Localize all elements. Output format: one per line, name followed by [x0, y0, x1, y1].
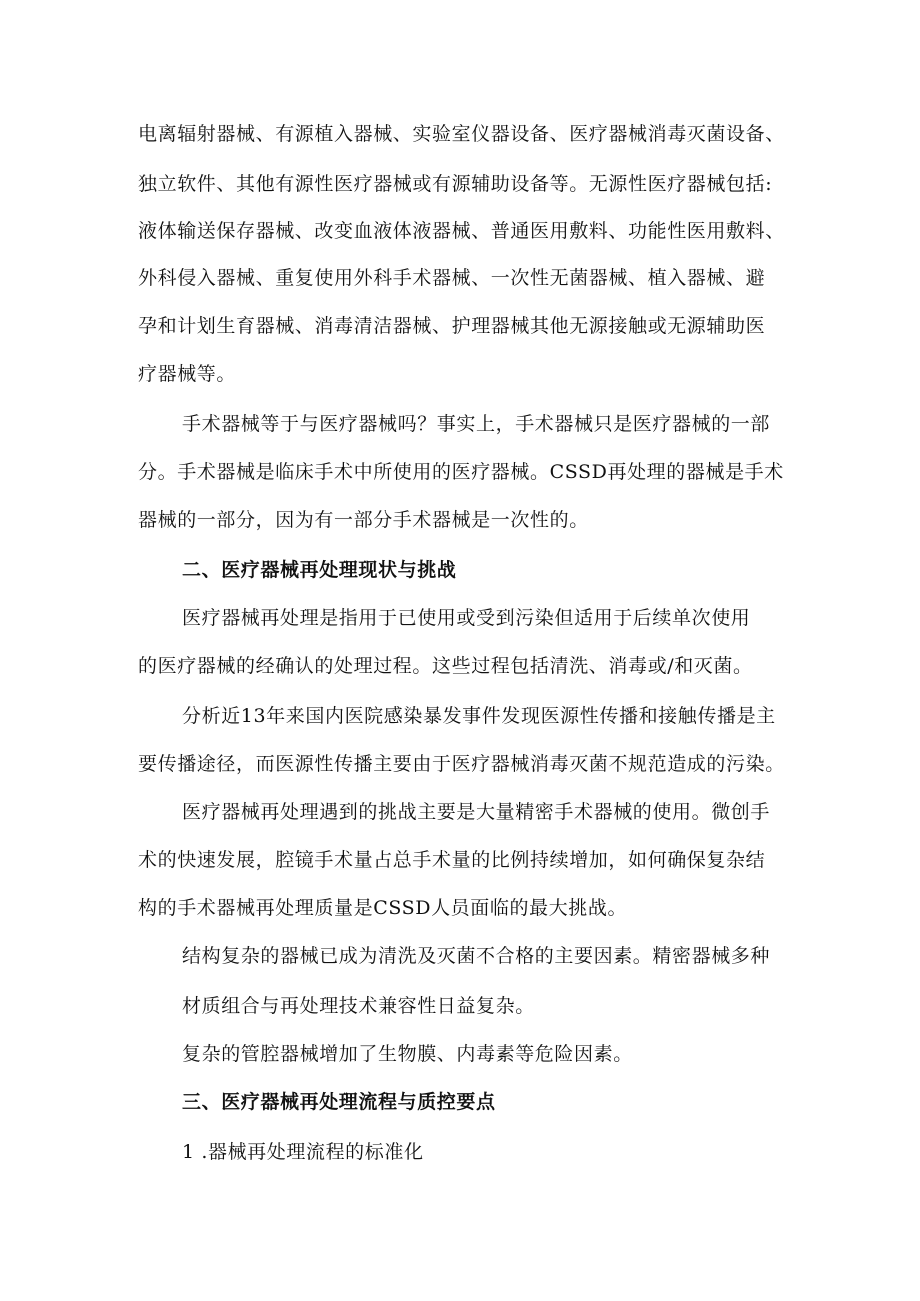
text-line: 疗器械等。 — [138, 363, 237, 385]
text-line: 材质组合与再处理技术兼容性日益复杂。 — [182, 995, 535, 1017]
text-line: 独立软件、其他有源性医疗器械或有源辅助设备等。无源性医疗器械包括: — [138, 173, 773, 195]
text-line: 要传播途径，而医源性传播主要由于医疗器械消毒灭菌不规范造成的污染。 — [138, 753, 785, 775]
text-line: 医疗器械再处理是指用于已使用或受到污染但适用于后续单次使用 — [182, 607, 751, 629]
text-line: 电离辐射器械、有源植入器械、实验室仪器设备、医疗器械消毒灭菌设备、 — [138, 123, 785, 145]
text-line: 分。手术器械是临床手术中所使用的医疗器械。CSSD再处理的器械是手术 — [138, 461, 784, 483]
section-heading: 三、医疗器械再处理流程与质控要点 — [182, 1091, 496, 1113]
text-line: 液体输送保存器械、改变血液体液器械、普通医用敷料、功能性医用敷料、 — [138, 220, 785, 242]
text-line: 复杂的管腔器械增加了生物膜、内毒素等危险因素。 — [182, 1043, 633, 1065]
text-line: 构的手术器械再处理质量是CSSD人员面临的最大挑战。 — [138, 897, 628, 919]
subsection-heading: 1 .器械再处理流程的标准化 — [182, 1141, 424, 1163]
text-line: 器械的一部分，因为有一部分手术器械是一次性的。 — [138, 509, 589, 531]
text-line: 手术器械等于与医疗器械吗？事实上，手术器械只是医疗器械的一部 — [182, 413, 771, 435]
text-line: 的医疗器械的经确认的处理过程。这些过程包括清洗、消毒或/和灭菌。 — [138, 655, 753, 677]
text-line: 术的快速发展，腔镜手术量占总手术量的比例持续增加，如何确保复杂结 — [138, 849, 766, 871]
text-line: 分析近13年来国内医院感染暴发事件发现医源性传播和接触传播是主 — [182, 705, 776, 727]
text-line: 医疗器械再处理遇到的挑战主要是大量精密手术器械的使用。微创手 — [182, 801, 771, 823]
text-line: 结构复杂的器械已成为清洗及灭菌不合格的主要因素。精密器械多种 — [182, 945, 771, 967]
text-line: 孕和计划生育器械、消毒清洁器械、护理器械其他无源接触或无源辅助医 — [138, 315, 766, 337]
section-heading: 二、医疗器械再处理现状与挑战 — [182, 559, 457, 581]
text-line: 外科侵入器械、重复使用外科手术器械、一次性无菌器械、植入器械、避 — [138, 267, 766, 289]
